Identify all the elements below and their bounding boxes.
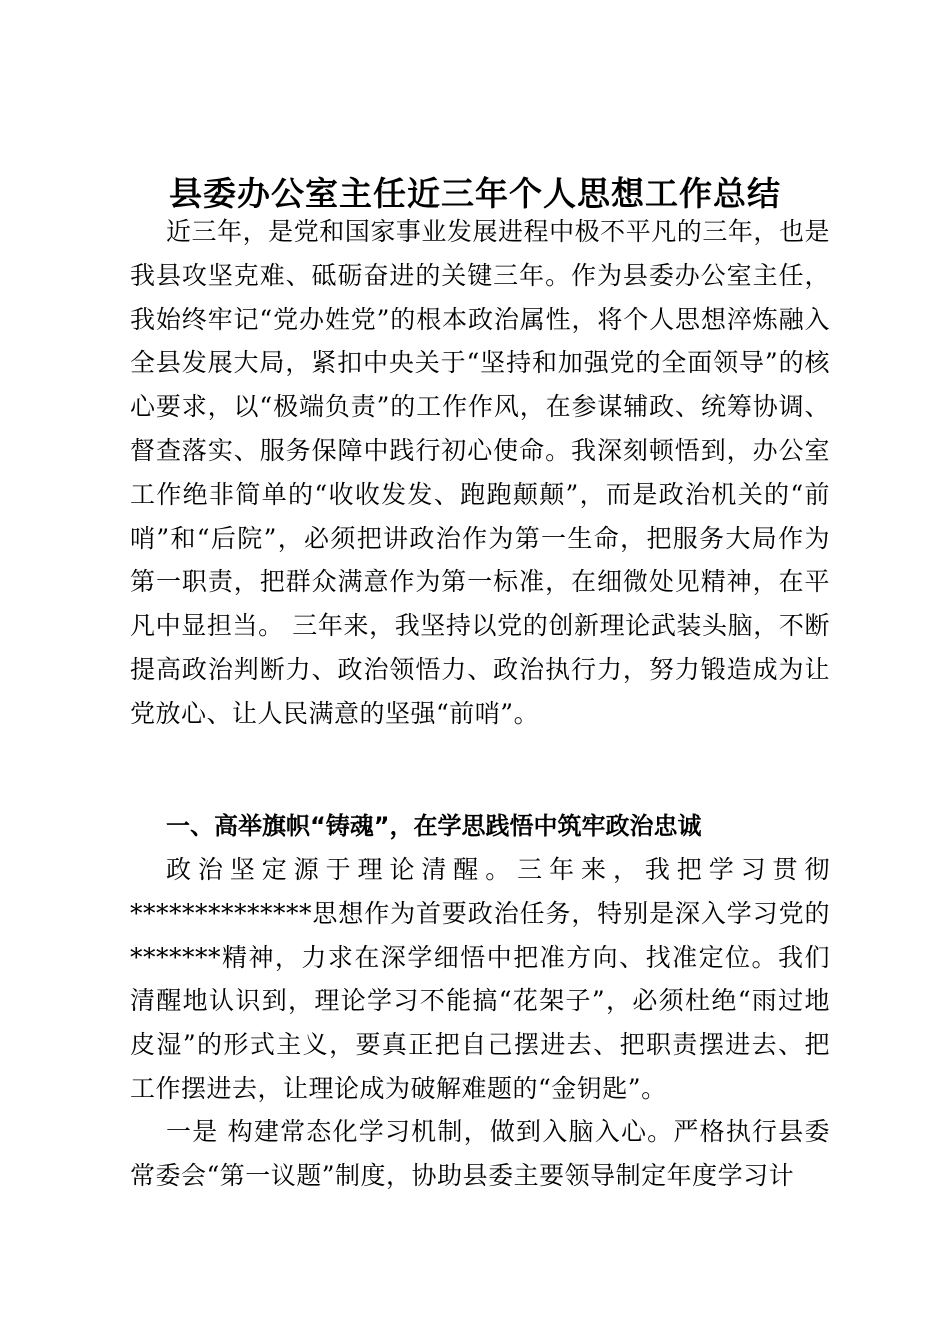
section-1-paragraph [130, 848, 830, 1111]
paragraph-lead-phrase: 政治坚定源于理论清醒 [166, 855, 486, 884]
section-1-paragraph-text [130, 848, 830, 1111]
paragraph-body: 。三年来，我把学习贯彻**************思想作为首要政治任务，特别是深入学习党的*******精神，力求在深学细悟中把准方向、找准定位。我们清醒地认识到，理论学习不能搞“花架子”，必须杜绝“雨过地皮湿”的形式主义，要真正把自己摆进去、把职责摆进去、把工作摆进去，让理论成为破解难题的“金钥匙”。 [130, 855, 830, 1103]
intro-paragraph: 近三年，是党和国家事业发展进程中极不平凡的三年，也是我县攻坚克难、砥砺奋进的关键三年。作为县委办公室主任，我始终牢记“党办姓党”的根本政治属性，将个人思想淬炼融入全县发展大局，紧扣中央关于“坚持和加强党的全面领导”的核心要求，以“极端负责”的工作作风，在参谋辅政、统筹协调、督查落实、服务保障中践行初心使命。我深刻顿悟到，办公室工作绝非简单的“收收发发、跑跑颠颠”，而是政治机关的“前哨”和“后院”，必须把讲政治作为第一生命，把服务大局作为第一职责，把群众满意作为第一标准，在细微处见精神，在平凡中显担当。 三年来，我坚持以党的创新理论武装头脑，不断提高政治判断力、政治领悟力、政治执行力，努力锻造成为让党放心、让人民满意的坚强“前哨”。 [130, 217, 830, 728]
point-1-text [130, 1110, 830, 1198]
section-1-point-1 [130, 1110, 830, 1198]
document-title: 县委办公室主任近三年个人思想工作总结 [169, 174, 781, 213]
point-1-body: 构建常态化学习机制，做到入脑入心。严格执行县委常委会“第一议题”制度，协助县委主要领导制定年度学习计 [130, 1117, 830, 1190]
point-1-lead: 一是 [166, 1117, 219, 1146]
section-heading-1: 一、高举旗帜“铸魂”，在学思践悟中筑牢政治忠诚 [166, 812, 702, 840]
intro-section [130, 210, 830, 736]
